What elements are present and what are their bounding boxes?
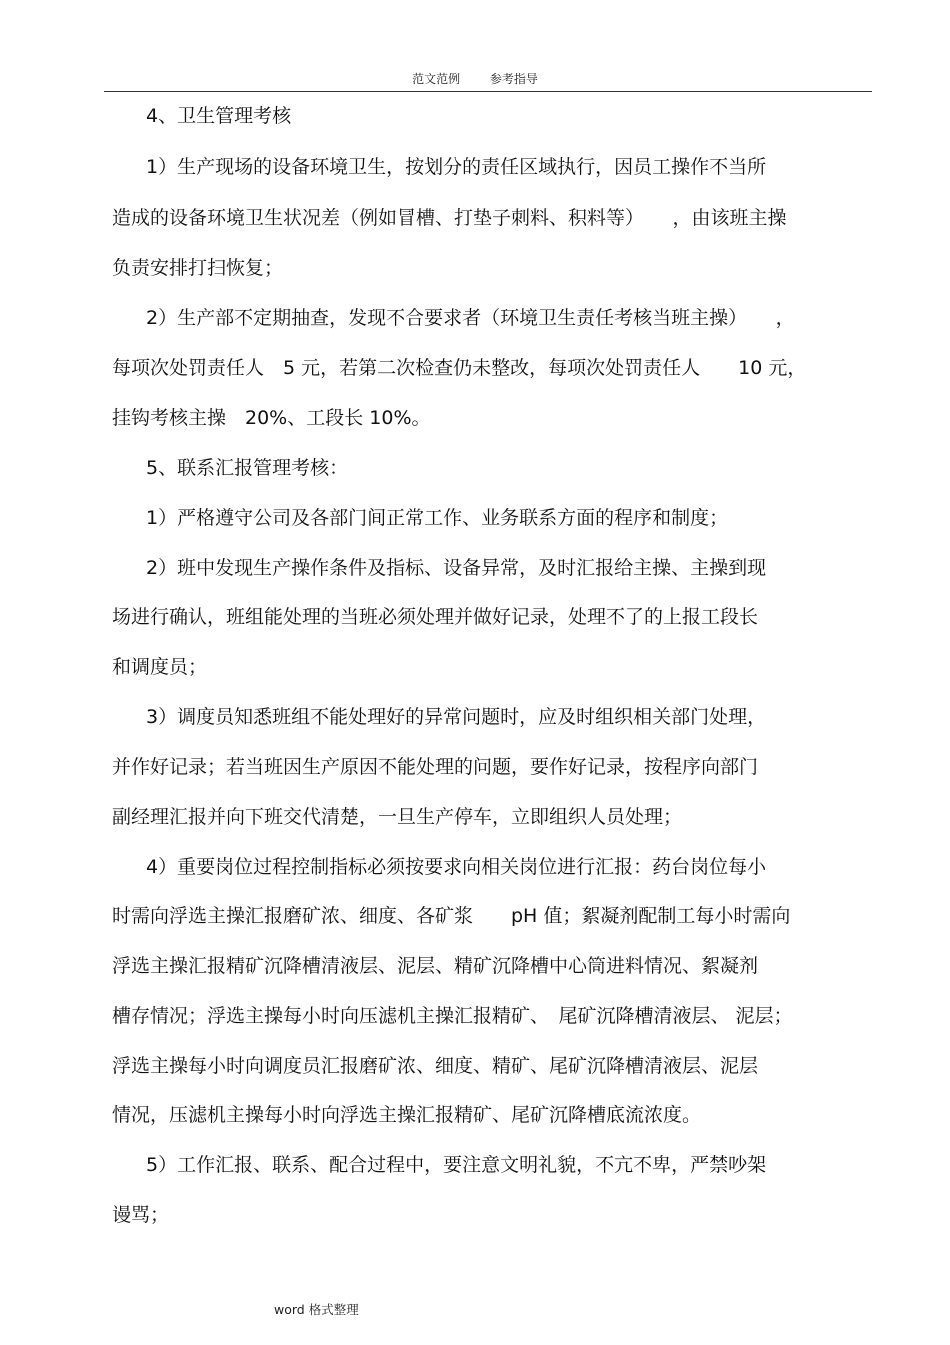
paragraph-line: 槽存情况；浮选主操每小时向压滤机主操汇报精矿、 尾矿沉降槽清液层、 泥层； bbox=[112, 1005, 793, 1027]
paragraph-line: 谩骂； bbox=[112, 1204, 170, 1226]
paragraph-line: 情况，压滤机主操每小时向浮选主操汇报精矿、尾矿沉降槽底流浓度。 bbox=[112, 1104, 702, 1126]
paragraph-line: 5）工作汇报、联系、配合过程中，要注意文明礼貌，不亢不卑，严禁吵架 bbox=[146, 1154, 767, 1176]
paragraph-line: 1）严格遵守公司及各部门间正常工作、业务联系方面的程序和制度； bbox=[146, 507, 729, 529]
paragraph-line: 浮选主操汇报精矿沉降槽清液层、泥层、精矿沉降槽中心筒进料情况、絮凝剂 bbox=[112, 955, 759, 977]
page-header bbox=[0, 70, 950, 87]
paragraph-line: 2）班中发现生产操作条件及指标、设备异常，及时汇报给主操、主操到现 bbox=[146, 557, 767, 579]
header-left-text: 范文范例 bbox=[412, 72, 461, 86]
paragraph-line: 造成的设备环境卫生状况差（例如冒槽、打垫子刺料、积料等） ，由该班主操 bbox=[112, 207, 787, 229]
paragraph-line: 挂钩考核主操 20%、工段长 10%。 bbox=[112, 407, 431, 429]
paragraph-line: 时需向浮选主操汇报磨矿浓、细度、各矿浆 pH 值；絮凝剂配制工每小时需向 bbox=[112, 905, 791, 927]
paragraph-line: 2）生产部不定期抽查，发现不合要求者（环境卫生责任考核当班主操） ， bbox=[146, 307, 795, 329]
section-heading-4: 4、卫生管理考核 bbox=[146, 105, 292, 127]
paragraph-line: 并作好记录；若当班因生产原因不能处理的问题，要作好记录，按程序向部门 bbox=[112, 756, 759, 778]
header-right-text: 参考指导 bbox=[489, 72, 538, 86]
paragraph-line: 场进行确认，班组能处理的当班必须处理并做好记录，处理不了的上报工段长 bbox=[112, 606, 759, 628]
paragraph-line: 每项次处罚责任人 5 元，若第二次检查仍未整改，每项次处罚责任人 10 元， bbox=[112, 357, 807, 379]
paragraph-line: 副经理汇报并向下班交代清楚，一旦生产停车，立即组织人员处理； bbox=[112, 806, 683, 828]
page-footer: word 格式整理 bbox=[274, 1302, 359, 1317]
paragraph-line: 和调度员； bbox=[112, 656, 208, 678]
paragraph-line: 1）生产现场的设备环境卫生，按划分的责任区域执行，因员工操作不当所 bbox=[146, 156, 767, 178]
header-rule bbox=[104, 91, 872, 92]
paragraph-line: 负责安排打扫恢复； bbox=[112, 257, 284, 279]
section-heading-5: 5、联系汇报管理考核： bbox=[146, 457, 349, 479]
paragraph-line: 3）调度员知悉班组不能处理好的异常问题时，应及时组织相关部门处理， bbox=[146, 706, 767, 728]
paragraph-line: 4）重要岗位过程控制指标必须按要求向相关岗位进行汇报：药台岗位每小 bbox=[146, 856, 767, 878]
paragraph-line: 浮选主操每小时向调度员汇报磨矿浓、细度、精矿、尾矿沉降槽清液层、泥层 bbox=[112, 1055, 759, 1077]
